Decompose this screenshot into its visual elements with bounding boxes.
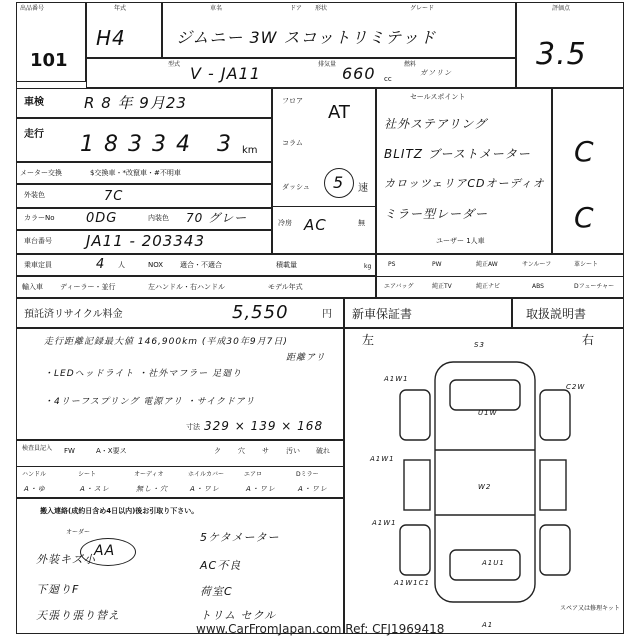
shaken-label: 車検 [24,97,44,108]
equip-sunroof: サンルーフ [522,261,552,268]
transport-right-2: AC不良 [200,559,242,572]
import-dealer: ディーラー・並行 [60,283,116,291]
sales-points-box [376,88,552,254]
chassis-label: 車台番号 [24,237,52,245]
diagram-mark-7: A1W1C1 [394,579,430,587]
nox-value: 適合・不適合 [180,261,222,269]
capacity-label: 乗車定員 [24,261,52,269]
displacement-value: 660 [342,64,376,83]
nox-label: NOX [148,261,164,269]
row-label-4: ホイルカバー [188,471,225,478]
meter-label: メーター交換 [20,169,62,177]
equip-abs: ABS [532,283,544,290]
color-no-label: カラーNo [24,214,55,222]
ac-label: 冷房 [278,219,292,227]
shift-floor: フロア [282,97,303,105]
row-label-5: エアロ [244,471,263,478]
door-label: ドア [290,5,302,12]
inspector-label: 検査員記入 [22,445,53,452]
transport-item-1: 外装キズ小 [36,553,96,566]
transport-right-3: 荷室C [200,585,233,598]
displacement-unit: cc [384,75,392,83]
row-label-1: ハンドル [22,471,47,478]
row-value-5: A・ワレ [246,485,276,493]
equip-ps: PS [388,261,396,268]
import-handle: 左ハンドル・右ハンドル [148,283,225,291]
watermark: www.CarFromJapan.com Ref: CFJ1969418 [196,622,445,636]
interior-score-1: C [574,135,595,168]
shift-column: コラム [282,139,303,147]
recycle-label: 預託済リサイクル料金 [24,309,123,320]
diagram-right-label: 右 [582,333,595,347]
diagram-left-label: 左 [362,333,375,347]
chassis-value: JA11 - 203343 [86,232,205,250]
inspector-drive: FW [64,447,75,455]
spare-label: スペア又は修理キット [560,605,620,612]
row-label-6: Dミラー [296,471,319,478]
recycle-value: 5,550 [232,302,289,323]
inspector-mark-4: 汚い [286,447,300,455]
row-label-3: オーディオ [134,471,164,478]
diagram-mark-3: C2W [566,383,586,391]
shift-dash: ダッシュ [282,183,310,191]
diagram-mark-9: A1U1 [482,559,505,567]
import-model-year: モデル年式 [268,283,303,291]
equip-leather: 革シート [574,261,599,268]
speed-value: 5 [333,173,345,192]
exterior-color-row [16,184,272,208]
speed-unit: 速 [358,183,368,194]
sales-point-1: 社外ステアリング [384,117,488,131]
equip-aw: 純正AW [476,261,498,268]
notes-line-3: ・LEDヘッドライト ・社外マフラー 足廻り [44,369,243,379]
option-label: オーダー [66,529,91,536]
transport-item-3: 天張り張り替え [36,609,120,622]
lot-number: 101 [30,50,68,71]
notes-line-1: 走行距離記録最大値 146,900km (平成30年9月7日) [44,337,288,347]
transport-right-1: 5ケタメーター [200,531,280,544]
displacement-label: 排気量 [318,61,337,68]
meter-options: $交換車・*改竄車・#不明車 [90,169,181,177]
diagram-mark-1: A1W1 [384,375,409,383]
diagram-mark-8: A1 [482,621,494,629]
diagram-mark-5: W2 [478,483,492,491]
diagram-mark-2: U1W [478,409,498,417]
exterior-color-value: 7C [104,189,124,204]
inspector-mark-2: 穴 [238,447,245,455]
load-unit: kg [364,263,372,270]
notes-line-4: ・4リーフスプリング 電源アリ ・サイクドアリ [44,397,256,407]
grade-label: グレード [410,5,435,12]
year-label: 年式 [114,5,127,12]
warranty-label: 新車保証書 [352,307,413,321]
model-label: 型式 [168,61,181,68]
dimensions-value: 329 × 139 × 168 [204,419,324,433]
year-value: H4 [96,26,126,50]
row-value-2: A・スレ [80,485,110,493]
transmission-type: AT [328,102,350,123]
score-value: 3.5 [536,37,587,72]
capacity-unit: 人 [118,261,125,269]
load-label: 積載量 [276,261,297,269]
shaken-value: R 8 年 9月23 [84,94,187,112]
mileage-label: 走行 [24,129,44,140]
inspector-divider [16,466,344,467]
row-value-4: A・ワレ [190,485,220,493]
row-value-6: A・ワレ [298,485,328,493]
user-count: ユーザー 1人車 [436,237,485,245]
model-value: V - JA11 [190,64,261,83]
row-label-2: シート [78,471,97,478]
notes-line-2: 距離アリ [286,353,326,363]
equipment-divider [376,276,624,277]
equip-d: Dフューチャー [574,283,615,290]
inspector-drive2: A・X要ス [96,447,127,455]
inspector-mark-3: サ [262,447,269,455]
fuel-label: 燃料 [404,61,417,68]
equip-airbag: エアバッグ [384,283,414,290]
diagram-mark-10: S3 [474,341,485,349]
equip-tv: 純正TV [432,283,452,290]
manual-label: 取扱説明書 [526,307,587,321]
color-no-value: 0DG [86,211,118,226]
diagram-mark-4: A1W1 [370,455,395,463]
row-value-3: 無し・穴 [136,485,168,493]
import-label: 輸入車 [22,283,43,291]
name-label: 車名 [210,5,223,12]
sales-point-4: ミラー型レーダー [384,207,489,221]
sales-point-3: カロッツェリアCDオーディオ [384,177,545,190]
ac-value: AC [304,216,327,234]
sales-points-title: セールスポイント [410,93,466,101]
mileage-digits: 18334 3 [80,132,241,157]
shape-label: 形状 [315,5,328,12]
transport-notice: 搬入連絡(成約日含め4日以内)後お引取り下さい。 [40,507,199,515]
transport-right-4: トリム セクル [200,609,277,622]
sales-point-2: BLITZ ブーストメーター [384,147,531,161]
recycle-unit: 円 [322,309,332,320]
exterior-color-label: 外装色 [24,191,45,199]
interior-value: 70 グレー [186,211,248,225]
option-value: AA [94,543,116,559]
row-value-1: A・ゆ [24,485,46,493]
inspector-mark-5: 破れ [316,447,330,455]
inspector-mark-1: ク [214,447,221,455]
name-value: ジムニー 3W スコットリミテッド [176,28,437,47]
equip-navi: 純正ナビ [476,283,501,290]
transport-item-2: 下廻りF [36,583,80,596]
interior-score-2: C [574,201,595,234]
diagram-mark-6: A1W1 [372,519,397,527]
mileage-unit: km [242,145,258,156]
equip-pw: PW [432,261,442,268]
lot-label: 出品番号 [20,5,45,12]
capacity-value: 4 [96,257,106,272]
dimensions-label: 寸法 [186,423,200,431]
ac-none: 無 [358,219,365,227]
interior-label: 内装色 [148,214,169,222]
score-label: 評価点 [552,5,571,12]
ac-divider [272,206,376,207]
fuel-value: ガソリン [420,69,452,77]
